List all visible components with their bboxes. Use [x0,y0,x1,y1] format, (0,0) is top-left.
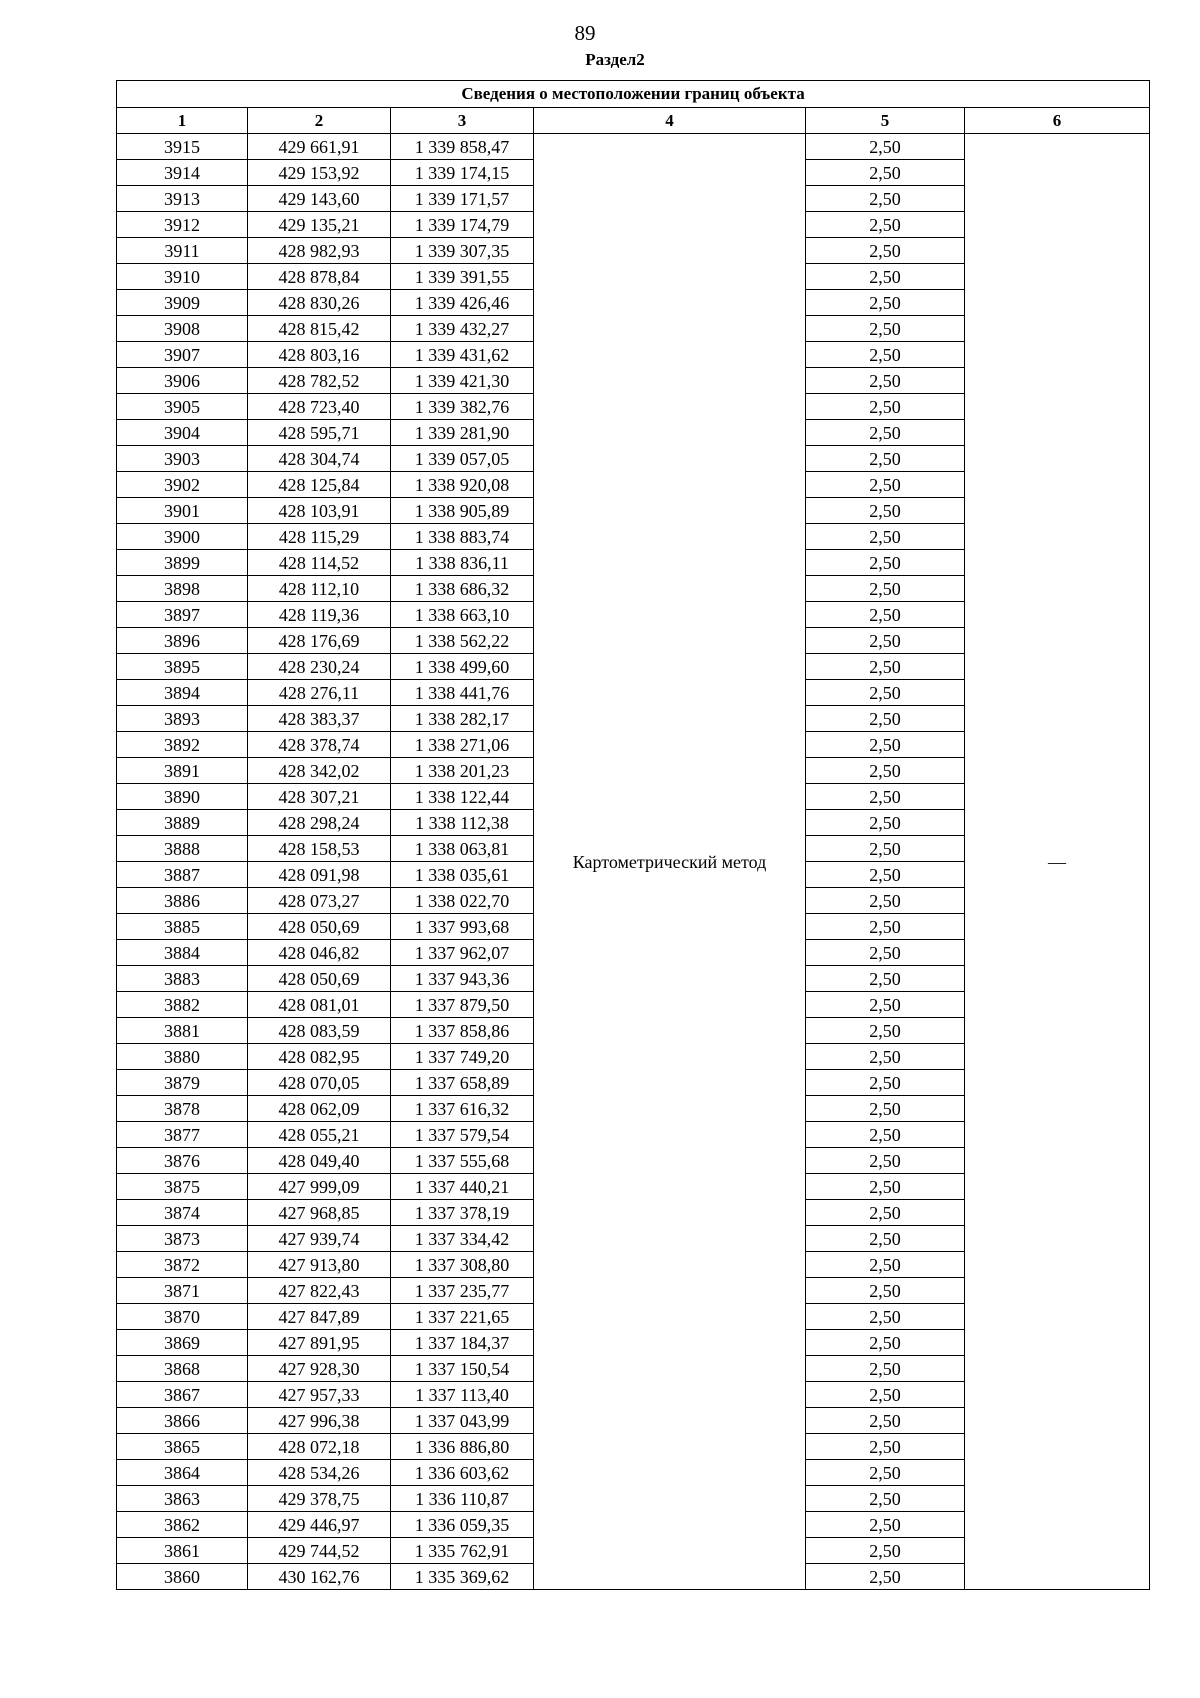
point-number-cell: 3898 [117,576,248,602]
y-coordinate-cell: 1 339 382,76 [391,394,534,420]
point-number-cell: 3908 [117,316,248,342]
y-coordinate-cell: 1 335 762,91 [391,1538,534,1564]
y-coordinate-cell: 1 338 271,06 [391,732,534,758]
y-coordinate-cell: 1 339 057,05 [391,446,534,472]
y-coordinate-cell: 1 336 059,35 [391,1512,534,1538]
accuracy-cell: 2,50 [806,186,965,212]
x-coordinate-cell: 427 928,30 [248,1356,391,1382]
y-coordinate-cell: 1 337 993,68 [391,914,534,940]
y-coordinate-cell: 1 339 426,46 [391,290,534,316]
x-coordinate-cell: 428 815,42 [248,316,391,342]
accuracy-cell: 2,50 [806,1408,965,1434]
point-number-cell: 3861 [117,1538,248,1564]
y-coordinate-cell: 1 338 282,17 [391,706,534,732]
table-body [117,134,1150,1590]
x-coordinate-cell: 428 050,69 [248,914,391,940]
point-number-cell: 3891 [117,758,248,784]
x-coordinate-cell: 428 072,18 [248,1434,391,1460]
point-number-cell: 3902 [117,472,248,498]
accuracy-cell: 2,50 [806,706,965,732]
accuracy-cell: 2,50 [806,524,965,550]
x-coordinate-cell: 428 298,24 [248,810,391,836]
x-coordinate-cell: 427 822,43 [248,1278,391,1304]
column-header-4: 4 [534,108,806,134]
point-number-cell: 3900 [117,524,248,550]
x-coordinate-cell: 428 304,74 [248,446,391,472]
point-number-cell: 3894 [117,680,248,706]
point-number-cell: 3913 [117,186,248,212]
accuracy-cell: 2,50 [806,602,965,628]
point-number-cell: 3906 [117,368,248,394]
accuracy-cell: 2,50 [806,1174,965,1200]
x-coordinate-cell: 428 055,21 [248,1122,391,1148]
point-number-cell: 3914 [117,160,248,186]
x-coordinate-cell: 429 143,60 [248,186,391,212]
point-number-cell: 3912 [117,212,248,238]
x-coordinate-cell: 428 176,69 [248,628,391,654]
y-coordinate-cell: 1 337 879,50 [391,992,534,1018]
x-coordinate-cell: 427 957,33 [248,1382,391,1408]
x-coordinate-cell: 428 082,95 [248,1044,391,1070]
point-number-cell: 3892 [117,732,248,758]
point-number-cell: 3903 [117,446,248,472]
y-coordinate-cell: 1 338 063,81 [391,836,534,862]
y-coordinate-cell: 1 336 603,62 [391,1460,534,1486]
accuracy-cell: 2,50 [806,420,965,446]
column-6-cell: — [965,134,1150,1590]
point-number-cell: 3865 [117,1434,248,1460]
y-coordinate-cell: 1 337 113,40 [391,1382,534,1408]
accuracy-cell: 2,50 [806,1564,965,1590]
accuracy-cell: 2,50 [806,472,965,498]
page-number: 89 [574,21,596,45]
x-coordinate-cell: 428 782,52 [248,368,391,394]
accuracy-cell: 2,50 [806,992,965,1018]
accuracy-cell: 2,50 [806,550,965,576]
point-number-cell: 3884 [117,940,248,966]
y-coordinate-cell: 1 337 858,86 [391,1018,534,1044]
column-header-3: 3 [391,108,534,134]
column-header-2: 2 [248,108,391,134]
accuracy-cell: 2,50 [806,680,965,706]
accuracy-cell: 2,50 [806,810,965,836]
point-number-cell: 3862 [117,1512,248,1538]
accuracy-cell: 2,50 [806,1434,965,1460]
point-number-cell: 3874 [117,1200,248,1226]
accuracy-cell: 2,50 [806,238,965,264]
x-coordinate-cell: 428 091,98 [248,862,391,888]
x-coordinate-cell: 428 307,21 [248,784,391,810]
y-coordinate-cell: 1 338 201,23 [391,758,534,784]
accuracy-cell: 2,50 [806,758,965,784]
x-coordinate-cell: 427 996,38 [248,1408,391,1434]
y-coordinate-cell: 1 337 440,21 [391,1174,534,1200]
y-coordinate-cell: 1 338 686,32 [391,576,534,602]
y-coordinate-cell: 1 339 431,62 [391,342,534,368]
y-coordinate-cell: 1 336 886,80 [391,1434,534,1460]
x-coordinate-cell: 428 114,52 [248,550,391,576]
point-number-cell: 3885 [117,914,248,940]
boundary-coordinates-table [116,80,1150,1590]
y-coordinate-cell: 1 338 122,44 [391,784,534,810]
y-coordinate-cell: 1 337 378,19 [391,1200,534,1226]
x-coordinate-cell: 428 230,24 [248,654,391,680]
point-number-cell: 3879 [117,1070,248,1096]
x-coordinate-cell: 429 661,91 [248,134,391,160]
point-number-cell: 3883 [117,966,248,992]
x-coordinate-cell: 429 744,52 [248,1538,391,1564]
y-coordinate-cell: 1 337 235,77 [391,1278,534,1304]
y-coordinate-cell: 1 337 962,07 [391,940,534,966]
point-number-cell: 3880 [117,1044,248,1070]
accuracy-cell: 2,50 [806,654,965,680]
point-number-cell: 3860 [117,1564,248,1590]
x-coordinate-cell: 428 383,37 [248,706,391,732]
y-coordinate-cell: 1 338 883,74 [391,524,534,550]
column-header-row [117,108,1150,134]
point-number-cell: 3893 [117,706,248,732]
y-coordinate-cell: 1 335 369,62 [391,1564,534,1590]
point-number-cell: 3878 [117,1096,248,1122]
accuracy-cell: 2,50 [806,1356,965,1382]
point-number-cell: 3886 [117,888,248,914]
accuracy-cell: 2,50 [806,966,965,992]
x-coordinate-cell: 428 276,11 [248,680,391,706]
accuracy-cell: 2,50 [806,940,965,966]
accuracy-cell: 2,50 [806,1330,965,1356]
point-number-cell: 3877 [117,1122,248,1148]
point-number-cell: 3873 [117,1226,248,1252]
x-coordinate-cell: 427 968,85 [248,1200,391,1226]
x-coordinate-cell: 428 158,53 [248,836,391,862]
y-coordinate-cell: 1 337 616,32 [391,1096,534,1122]
y-coordinate-cell: 1 338 836,11 [391,550,534,576]
point-number-cell: 3909 [117,290,248,316]
y-coordinate-cell: 1 337 043,99 [391,1408,534,1434]
column-header-5: 5 [806,108,965,134]
x-coordinate-cell: 428 803,16 [248,342,391,368]
y-coordinate-cell: 1 338 562,22 [391,628,534,654]
y-coordinate-cell: 1 339 307,35 [391,238,534,264]
x-coordinate-cell: 428 723,40 [248,394,391,420]
accuracy-cell: 2,50 [806,264,965,290]
point-number-cell: 3872 [117,1252,248,1278]
y-coordinate-cell: 1 337 943,36 [391,966,534,992]
y-coordinate-cell: 1 337 221,65 [391,1304,534,1330]
y-coordinate-cell: 1 338 035,61 [391,862,534,888]
x-coordinate-cell: 428 595,71 [248,420,391,446]
x-coordinate-cell: 427 999,09 [248,1174,391,1200]
accuracy-cell: 2,50 [806,342,965,368]
accuracy-cell: 2,50 [806,862,965,888]
point-number-cell: 3870 [117,1304,248,1330]
accuracy-cell: 2,50 [806,290,965,316]
point-number-cell: 3910 [117,264,248,290]
accuracy-cell: 2,50 [806,316,965,342]
accuracy-cell: 2,50 [806,1148,965,1174]
point-number-cell: 3899 [117,550,248,576]
x-coordinate-cell: 428 046,82 [248,940,391,966]
accuracy-cell: 2,50 [806,498,965,524]
point-number-cell: 3915 [117,134,248,160]
x-coordinate-cell: 428 083,59 [248,1018,391,1044]
x-coordinate-cell: 429 378,75 [248,1486,391,1512]
x-coordinate-cell: 427 891,95 [248,1330,391,1356]
y-coordinate-cell: 1 339 171,57 [391,186,534,212]
point-number-cell: 3864 [117,1460,248,1486]
y-coordinate-cell: 1 338 112,38 [391,810,534,836]
y-coordinate-cell: 1 338 920,08 [391,472,534,498]
point-number-cell: 3896 [117,628,248,654]
x-coordinate-cell: 428 070,05 [248,1070,391,1096]
y-coordinate-cell: 1 339 421,30 [391,368,534,394]
point-number-cell: 3863 [117,1486,248,1512]
y-coordinate-cell: 1 337 579,54 [391,1122,534,1148]
y-coordinate-cell: 1 337 658,89 [391,1070,534,1096]
accuracy-cell: 2,50 [806,1200,965,1226]
table-caption: Сведения о местоположении границ объекта [117,81,1150,108]
point-number-cell: 3887 [117,862,248,888]
y-coordinate-cell: 1 339 432,27 [391,316,534,342]
point-number-cell: 3869 [117,1330,248,1356]
point-number-cell: 3905 [117,394,248,420]
x-coordinate-cell: 428 342,02 [248,758,391,784]
accuracy-cell: 2,50 [806,1304,965,1330]
x-coordinate-cell: 428 081,01 [248,992,391,1018]
y-coordinate-cell: 1 338 905,89 [391,498,534,524]
accuracy-cell: 2,50 [806,160,965,186]
point-number-cell: 3895 [117,654,248,680]
point-number-cell: 3888 [117,836,248,862]
accuracy-cell: 2,50 [806,1460,965,1486]
x-coordinate-cell: 428 073,27 [248,888,391,914]
accuracy-cell: 2,50 [806,576,965,602]
y-coordinate-cell: 1 337 555,68 [391,1148,534,1174]
x-coordinate-cell: 428 378,74 [248,732,391,758]
accuracy-cell: 2,50 [806,368,965,394]
x-coordinate-cell: 428 119,36 [248,602,391,628]
accuracy-cell: 2,50 [806,134,965,160]
point-number-cell: 3875 [117,1174,248,1200]
y-coordinate-cell: 1 339 391,55 [391,264,534,290]
accuracy-cell: 2,50 [806,732,965,758]
point-number-cell: 3866 [117,1408,248,1434]
accuracy-cell: 2,50 [806,914,965,940]
x-coordinate-cell: 428 062,09 [248,1096,391,1122]
x-coordinate-cell: 428 534,26 [248,1460,391,1486]
y-coordinate-cell: 1 339 174,79 [391,212,534,238]
accuracy-cell: 2,50 [806,1512,965,1538]
accuracy-cell: 2,50 [806,1382,965,1408]
x-coordinate-cell: 428 125,84 [248,472,391,498]
accuracy-cell: 2,50 [806,1018,965,1044]
y-coordinate-cell: 1 338 663,10 [391,602,534,628]
x-coordinate-cell: 429 153,92 [248,160,391,186]
y-coordinate-cell: 1 339 858,47 [391,134,534,160]
table-row [117,134,1150,160]
y-coordinate-cell: 1 336 110,87 [391,1486,534,1512]
section-title: Раздел2 [585,50,645,69]
accuracy-cell: 2,50 [806,1278,965,1304]
x-coordinate-cell: 427 847,89 [248,1304,391,1330]
accuracy-cell: 2,50 [806,394,965,420]
accuracy-cell: 2,50 [806,1252,965,1278]
point-number-cell: 3890 [117,784,248,810]
accuracy-cell: 2,50 [806,1096,965,1122]
point-number-cell: 3907 [117,342,248,368]
column-header-6: 6 [965,108,1150,134]
point-number-cell: 3876 [117,1148,248,1174]
y-coordinate-cell: 1 337 150,54 [391,1356,534,1382]
x-coordinate-cell: 428 112,10 [248,576,391,602]
accuracy-cell: 2,50 [806,784,965,810]
point-number-cell: 3868 [117,1356,248,1382]
accuracy-cell: 2,50 [806,1044,965,1070]
accuracy-cell: 2,50 [806,212,965,238]
x-coordinate-cell: 427 939,74 [248,1226,391,1252]
column-header-1: 1 [117,108,248,134]
y-coordinate-cell: 1 339 281,90 [391,420,534,446]
accuracy-cell: 2,50 [806,836,965,862]
x-coordinate-cell: 428 830,26 [248,290,391,316]
accuracy-cell: 2,50 [806,1538,965,1564]
y-coordinate-cell: 1 337 184,37 [391,1330,534,1356]
y-coordinate-cell: 1 338 499,60 [391,654,534,680]
point-number-cell: 3882 [117,992,248,1018]
x-coordinate-cell: 428 103,91 [248,498,391,524]
accuracy-cell: 2,50 [806,1122,965,1148]
x-coordinate-cell: 428 878,84 [248,264,391,290]
x-coordinate-cell: 428 115,29 [248,524,391,550]
accuracy-cell: 2,50 [806,628,965,654]
accuracy-cell: 2,50 [806,1070,965,1096]
point-number-cell: 3911 [117,238,248,264]
y-coordinate-cell: 1 337 334,42 [391,1226,534,1252]
x-coordinate-cell: 428 982,93 [248,238,391,264]
x-coordinate-cell: 429 135,21 [248,212,391,238]
point-number-cell: 3867 [117,1382,248,1408]
point-number-cell: 3871 [117,1278,248,1304]
y-coordinate-cell: 1 338 441,76 [391,680,534,706]
point-number-cell: 3901 [117,498,248,524]
point-number-cell: 3889 [117,810,248,836]
y-coordinate-cell: 1 339 174,15 [391,160,534,186]
accuracy-cell: 2,50 [806,1226,965,1252]
x-coordinate-cell: 428 049,40 [248,1148,391,1174]
method-cell: Картометрический метод [534,134,806,1590]
accuracy-cell: 2,50 [806,1486,965,1512]
point-number-cell: 3904 [117,420,248,446]
point-number-cell: 3897 [117,602,248,628]
point-number-cell: 3881 [117,1018,248,1044]
x-coordinate-cell: 428 050,69 [248,966,391,992]
y-coordinate-cell: 1 337 749,20 [391,1044,534,1070]
y-coordinate-cell: 1 337 308,80 [391,1252,534,1278]
accuracy-cell: 2,50 [806,446,965,472]
y-coordinate-cell: 1 338 022,70 [391,888,534,914]
x-coordinate-cell: 430 162,76 [248,1564,391,1590]
accuracy-cell: 2,50 [806,888,965,914]
x-coordinate-cell: 427 913,80 [248,1252,391,1278]
x-coordinate-cell: 429 446,97 [248,1512,391,1538]
